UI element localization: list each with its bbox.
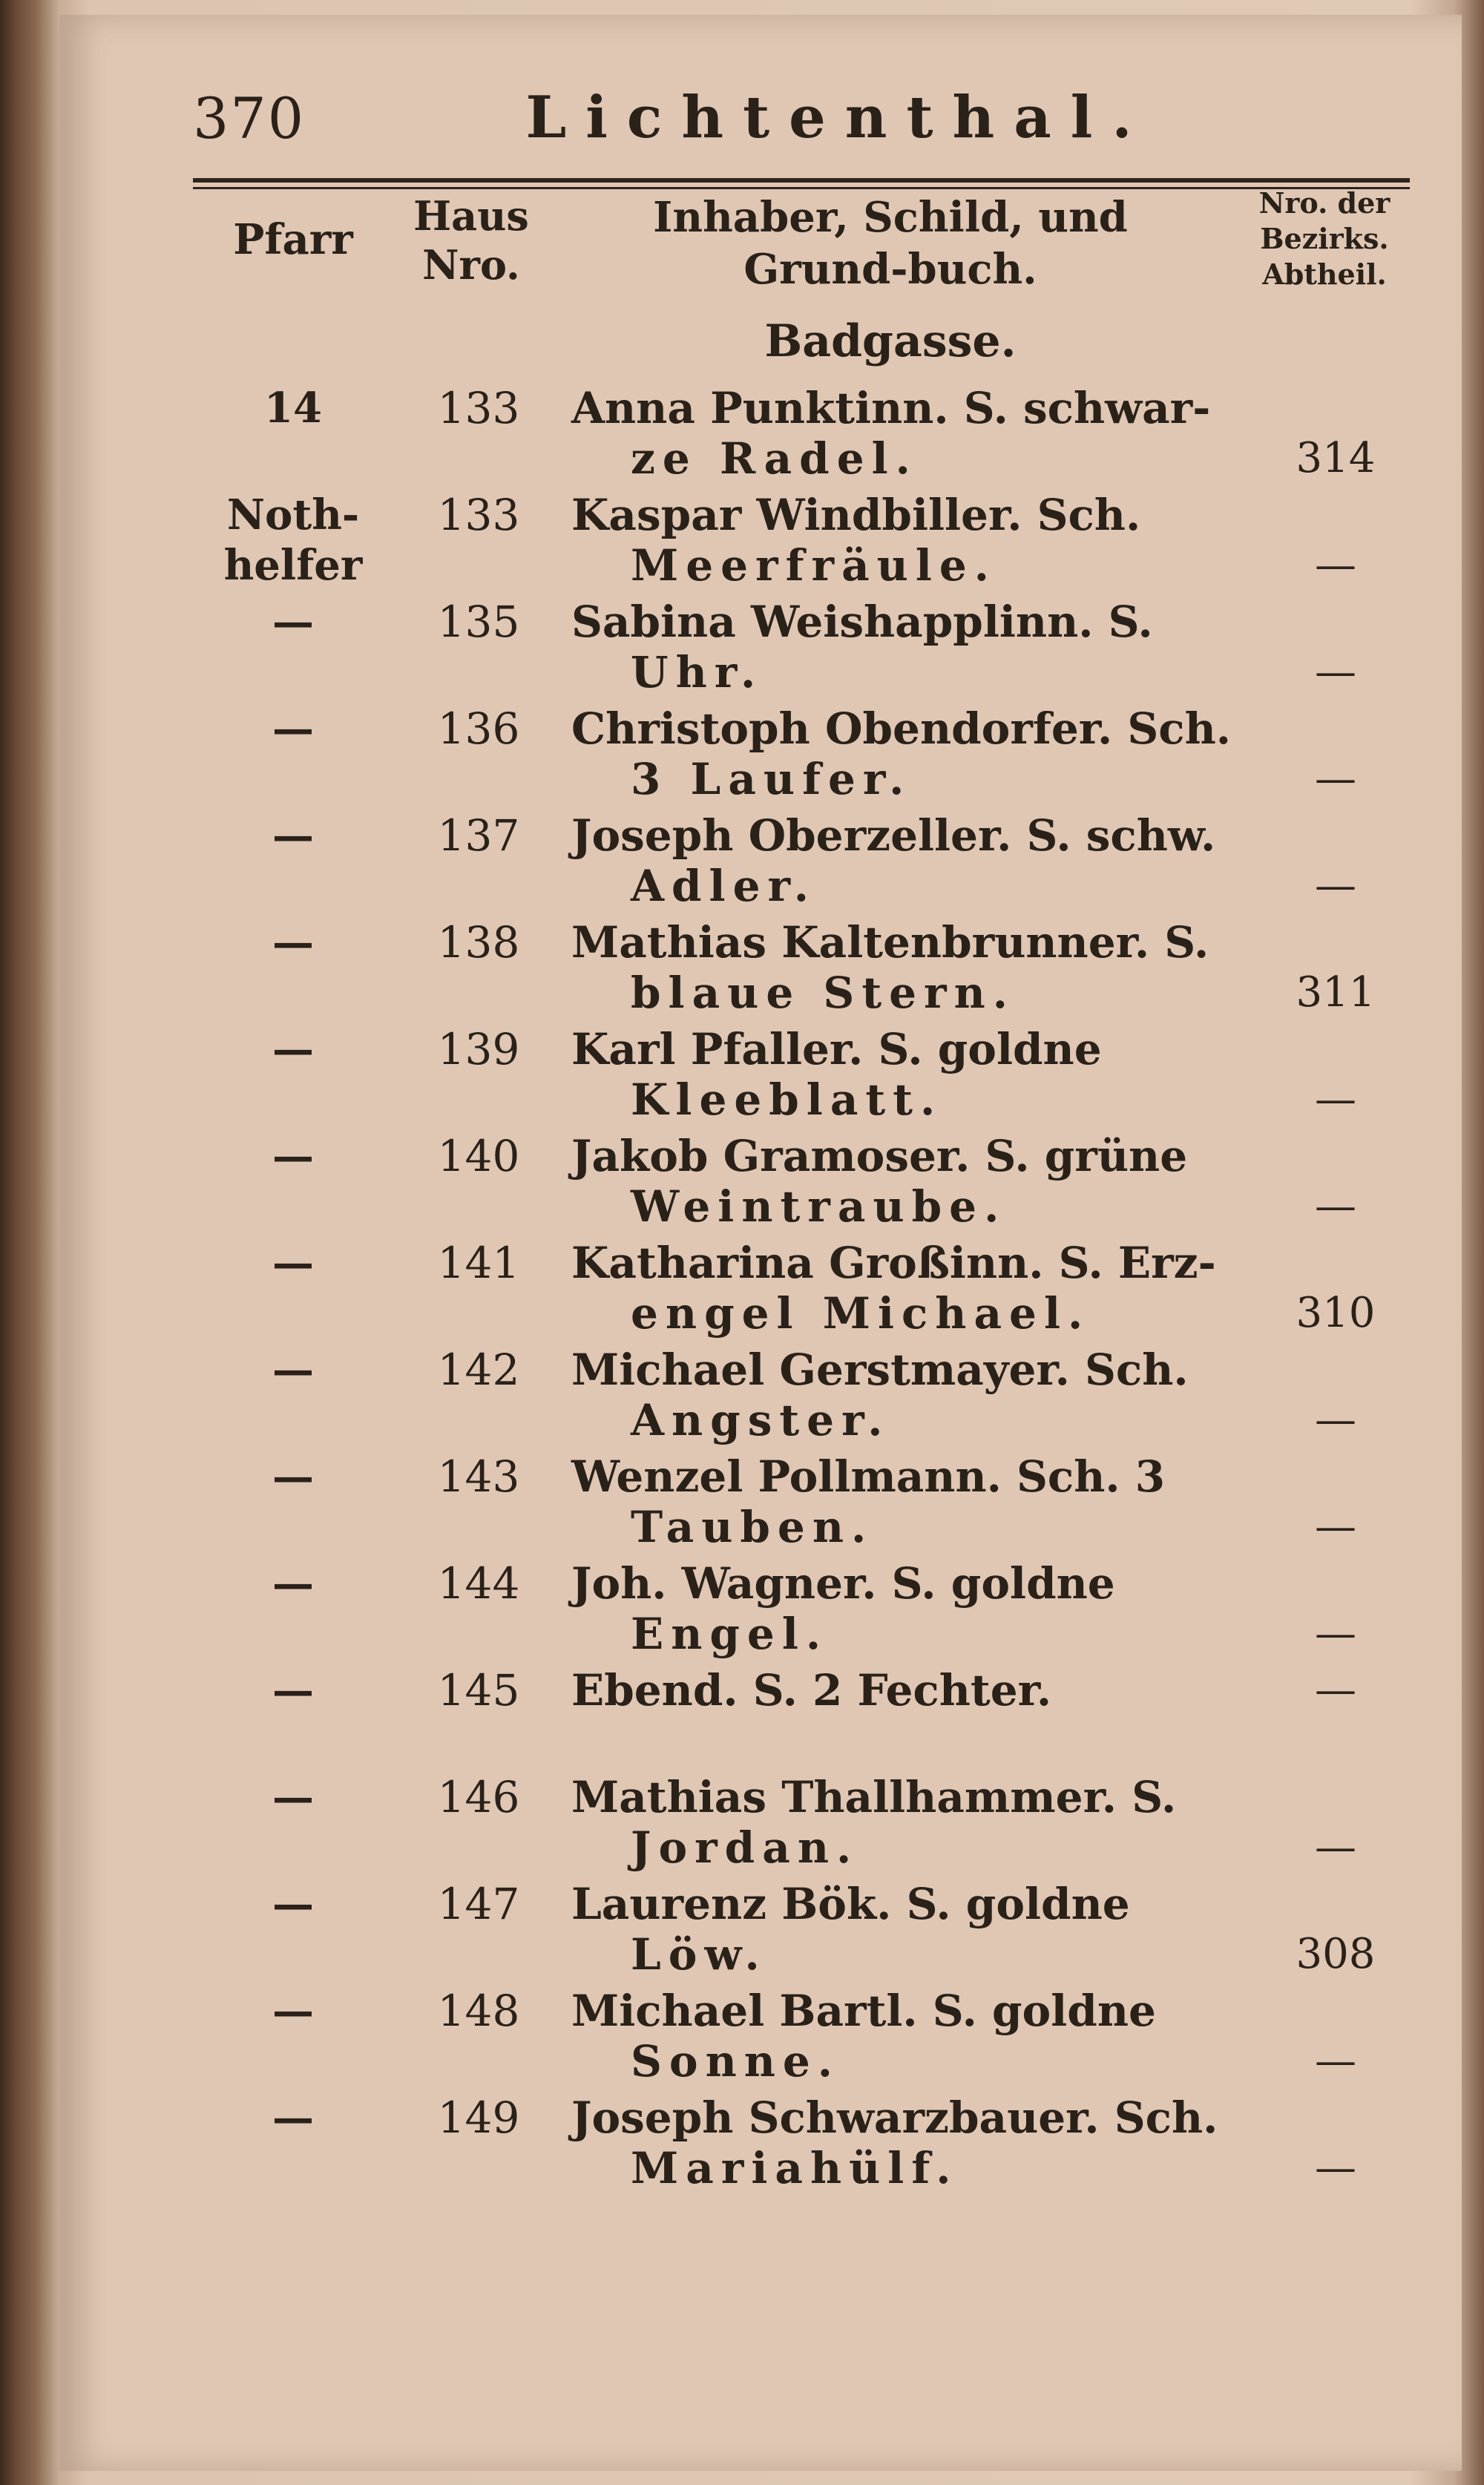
pfarr-cell: — [272, 1132, 314, 1181]
pfarr-cell: — [272, 2093, 314, 2142]
owner-sign-cell: Mathias Kaltenbrunner. S. [571, 917, 1209, 968]
haus-number-cell: 137 [437, 810, 520, 861]
haus-number-cell: 143 [437, 1451, 520, 1502]
haus-number-cell: 135 [437, 597, 520, 647]
owner-sign-cell: Sabina Weishapplinn. S. [571, 597, 1153, 647]
bezirk-number-cell: — [1315, 2144, 1356, 2192]
haus-number-cell: 138 [437, 917, 520, 968]
owner-sign-continuation-cell: Angster. [631, 1395, 890, 1445]
owner-sign-continuation-cell: Meerfräule. [631, 540, 997, 591]
pfarr-cell: — [272, 1773, 314, 1822]
haus-number-cell: 140 [437, 1131, 520, 1181]
owner-sign-continuation-cell: ze Radel. [631, 433, 918, 484]
owner-sign-continuation-cell: Tauben. [631, 1502, 874, 1552]
table-row [0, 485, 1402, 592]
pfarr-cell: Noth-helfer [223, 490, 363, 590]
owner-sign-cell: Jakob Gramoser. S. grüne [571, 1131, 1188, 1181]
table-row [0, 1874, 1402, 1981]
column-header-pfarr: Pfarr [233, 215, 353, 264]
table-row [0, 1020, 1402, 1126]
owner-sign-cell: Katharina Großinn. S. Erz- [571, 1238, 1216, 1288]
table-row [0, 1447, 1402, 1554]
bezirk-number-cell: — [1315, 541, 1356, 589]
owner-sign-continuation-cell: Uhr. [631, 647, 764, 697]
header-rule-thin [193, 187, 1410, 189]
table-row [0, 913, 1402, 1020]
header-rule [193, 178, 1410, 183]
bezirk-number-cell: 310 [1296, 1289, 1376, 1337]
owner-sign-cell: Joseph Oberzeller. S. schw. [571, 810, 1216, 861]
bezirk-number-cell: — [1315, 1609, 1356, 1658]
bezirk-number-cell: — [1315, 755, 1356, 803]
table-row [0, 806, 1402, 913]
bezirk-number-cell: — [1315, 1666, 1356, 1714]
pfarr-cell: — [272, 1666, 314, 1715]
owner-sign-cell: Ebend. S. 2 Fechter. [571, 1665, 1052, 1716]
pfarr-cell: — [272, 1986, 314, 2035]
owner-sign-cell: Michael Bartl. S. goldne [571, 1986, 1156, 2036]
owner-sign-cell: Joh. Wagner. S. goldne [571, 1558, 1115, 1609]
owner-sign-continuation-cell: 3 Laufer. [631, 754, 912, 804]
table-row [0, 1661, 1402, 1767]
table-row [0, 1340, 1402, 1447]
table-row [0, 1767, 1402, 1874]
bezirk-number-cell: — [1315, 2037, 1356, 2085]
bezirk-number-cell: — [1315, 1503, 1356, 1551]
haus-number-cell: 141 [437, 1238, 520, 1288]
bezirk-number-cell: 314 [1296, 434, 1376, 482]
table-row [0, 1126, 1402, 1233]
owner-sign-continuation-cell: engel Michael. [631, 1288, 1091, 1339]
column-header-inhaber: Inhaber, Schild, und Grund-buch. [653, 193, 1128, 294]
haus-number-cell: 147 [437, 1879, 520, 1929]
table-row [0, 1554, 1402, 1661]
bezirk-number-cell: — [1315, 1396, 1356, 1444]
owner-sign-continuation-cell: Sonne. [631, 2036, 841, 2087]
pfarr-cell: — [272, 1345, 314, 1394]
page-header [193, 78, 1410, 160]
owner-sign-cell: Christoph Obendorfer. Sch. [571, 703, 1231, 754]
table-row [0, 378, 1402, 485]
owner-sign-continuation-cell: Adler. [631, 861, 816, 911]
owner-sign-continuation-cell: Mariahülf. [631, 2143, 959, 2193]
haus-number-cell: 148 [437, 1986, 520, 2036]
pfarr-cell: — [272, 918, 314, 967]
owner-sign-cell: Joseph Schwarzbauer. Sch. [571, 2092, 1218, 2143]
haus-number-cell: 139 [437, 1024, 520, 1074]
owner-sign-continuation-cell: blaue Stern. [631, 968, 1015, 1018]
section-title: Badgasse. [764, 315, 1017, 367]
owner-sign-continuation-cell: Weintraube. [631, 1181, 1007, 1232]
table-row [0, 1981, 1402, 2088]
owner-sign-cell: Anna Punktinn. S. schwar- [571, 383, 1211, 433]
column-header-bezirk: Nro. der Bezirks. Abtheil. [1258, 186, 1391, 291]
table-row [0, 2088, 1402, 2195]
pfarr-cell: — [272, 597, 314, 646]
table-row [0, 699, 1402, 806]
haus-number-cell: 142 [437, 1345, 520, 1395]
haus-number-cell: 136 [437, 703, 520, 754]
owner-sign-cell: Michael Gerstmayer. Sch. [571, 1345, 1189, 1395]
owner-sign-continuation-cell: Kleeblatt. [631, 1074, 943, 1125]
haus-number-cell: 146 [437, 1772, 520, 1822]
table-row [0, 592, 1402, 699]
owner-sign-continuation-cell: Jordan. [631, 1822, 859, 1873]
owner-sign-cell: Wenzel Pollmann. Sch. 3 [571, 1451, 1166, 1502]
haus-number-cell: 133 [437, 383, 520, 433]
pfarr-cell: — [272, 1880, 314, 1928]
bezirk-number-cell: 308 [1296, 1930, 1376, 1978]
pfarr-cell: — [272, 1559, 314, 1608]
pfarr-cell: — [272, 1238, 314, 1287]
pfarr-cell: — [272, 704, 314, 753]
pfarr-cell: — [272, 811, 314, 860]
haus-number-cell: 133 [437, 490, 520, 540]
page-number: 370 [193, 85, 306, 151]
owner-sign-cell: Laurenz Bök. S. goldne [571, 1879, 1130, 1929]
haus-number-cell: 145 [437, 1665, 520, 1716]
table-row [0, 1233, 1402, 1340]
owner-sign-cell: Kaspar Windbiller. Sch. [571, 490, 1141, 540]
owner-sign-continuation-cell: Löw. [631, 1929, 767, 1980]
bezirk-number-cell: — [1315, 648, 1356, 696]
pfarr-cell: 14 [264, 384, 322, 433]
haus-number-cell: 144 [437, 1558, 520, 1609]
column-header-haus: Haus Nro. [413, 192, 529, 289]
running-title: Lichtenthal. [525, 84, 1152, 151]
haus-number-cell: 149 [437, 2092, 520, 2143]
bezirk-number-cell: 311 [1296, 968, 1376, 1017]
bezirk-number-cell: — [1315, 1823, 1356, 1871]
owner-sign-continuation-cell: Engel. [631, 1609, 829, 1659]
bezirk-number-cell: — [1315, 1075, 1356, 1123]
pfarr-cell: — [272, 1452, 314, 1501]
owner-sign-cell: Mathias Thallhammer. S. [571, 1772, 1177, 1822]
pfarr-cell: — [272, 1025, 314, 1074]
bezirk-number-cell: — [1315, 861, 1356, 910]
owner-sign-cell: Karl Pfaller. S. goldne [571, 1024, 1102, 1074]
bezirk-number-cell: — [1315, 1182, 1356, 1230]
